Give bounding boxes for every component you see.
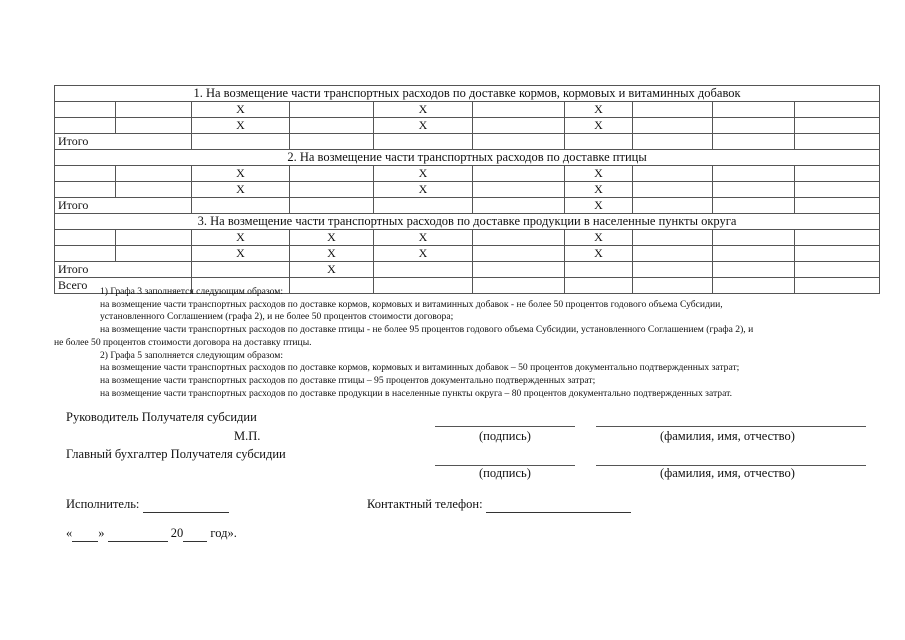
table-cell bbox=[565, 262, 633, 278]
table-cell: X bbox=[565, 166, 633, 182]
year-suffix: год». bbox=[210, 526, 237, 540]
table-cell bbox=[192, 134, 290, 150]
table-cell bbox=[473, 134, 565, 150]
table-row bbox=[55, 246, 880, 262]
date-open: « bbox=[66, 526, 73, 540]
table-cell: X bbox=[192, 118, 290, 134]
phone-label: Контактный телефон: bbox=[367, 497, 483, 511]
table-cell: X bbox=[290, 262, 374, 278]
table-cell bbox=[633, 166, 713, 182]
table-cell bbox=[374, 262, 473, 278]
table-cell bbox=[290, 102, 374, 118]
table-cell bbox=[374, 198, 473, 214]
table-cell: Итого bbox=[55, 134, 192, 150]
head-name-line[interactable] bbox=[596, 426, 866, 427]
table-cell: X bbox=[565, 246, 633, 262]
table-cell bbox=[633, 262, 713, 278]
section-title-row bbox=[55, 150, 880, 166]
table-row bbox=[55, 230, 880, 246]
table-cell bbox=[192, 198, 290, 214]
year-field[interactable] bbox=[183, 526, 207, 542]
table-cell bbox=[192, 262, 290, 278]
table-cell bbox=[473, 102, 565, 118]
table-cell bbox=[795, 246, 880, 262]
note-line: на возмещение части транспортных расходов по доставке птицы – 95 процентов документально подтвержденных затрат; bbox=[100, 374, 596, 386]
table-cell: 2. На возмещение части транспортных расходов по доставке птицы bbox=[55, 150, 880, 166]
table-cell bbox=[713, 230, 795, 246]
table-cell: Итого bbox=[55, 198, 192, 214]
total-row bbox=[55, 198, 880, 214]
table-row bbox=[55, 166, 880, 182]
table-cell bbox=[795, 118, 880, 134]
table-cell bbox=[290, 118, 374, 134]
table-cell bbox=[795, 166, 880, 182]
table-cell: X bbox=[374, 166, 473, 182]
month-field[interactable] bbox=[108, 526, 168, 542]
table-cell bbox=[473, 182, 565, 198]
note-line: 1) Графа 3 заполняется следующим образом: bbox=[100, 286, 283, 297]
table-cell bbox=[633, 230, 713, 246]
table-cell bbox=[473, 118, 565, 134]
table-cell bbox=[713, 262, 795, 278]
note-line: на возмещение части транспортных расходов по доставке кормов, кормовых и витаминных добавок – 50 процентов документально подтвержденных затрат; bbox=[100, 362, 740, 374]
table-cell bbox=[713, 134, 795, 150]
table-cell: X bbox=[192, 166, 290, 182]
table-cell: X bbox=[374, 102, 473, 118]
table-cell: X bbox=[192, 230, 290, 246]
table-cell bbox=[55, 102, 116, 118]
table-cell bbox=[473, 246, 565, 262]
table-cell bbox=[290, 198, 374, 214]
table-cell: X bbox=[290, 246, 374, 262]
table-row bbox=[55, 102, 880, 118]
note-line: не более 50 процентов стоимости договора на доставку птицы. bbox=[54, 336, 312, 348]
head-signature-line[interactable] bbox=[435, 426, 575, 427]
date-close: » bbox=[98, 526, 105, 540]
table-cell: X bbox=[565, 118, 633, 134]
table-cell bbox=[795, 198, 880, 214]
subsidy-table bbox=[54, 85, 880, 294]
table-cell: X bbox=[565, 230, 633, 246]
table-cell bbox=[795, 182, 880, 198]
day-field[interactable] bbox=[72, 526, 98, 542]
table-cell: X bbox=[290, 230, 374, 246]
accountant-label: Главный бухгалтер Получателя субсидии bbox=[66, 447, 286, 461]
table-cell: X bbox=[374, 246, 473, 262]
table-cell: X bbox=[565, 102, 633, 118]
table-cell bbox=[55, 230, 116, 246]
date-row bbox=[66, 526, 237, 542]
table-cell bbox=[116, 102, 192, 118]
table-cell: X bbox=[374, 230, 473, 246]
executor-label: Исполнитель: bbox=[66, 497, 140, 511]
note-line: на возмещение части транспортных расходов по доставке продукции в населенные пункты округа – 80 процентов документально подтвержденных затрат. bbox=[100, 387, 732, 399]
table-cell bbox=[55, 246, 116, 262]
note-line: на возмещение части транспортных расходов по доставке кормов, кормовых и витаминных добавок - не более 50 процентов годового объема Субсидии, bbox=[100, 298, 723, 310]
head-label: Руководитель Получателя субсидии bbox=[66, 410, 257, 424]
table-cell bbox=[713, 118, 795, 134]
table-cell: X bbox=[565, 182, 633, 198]
table-cell bbox=[565, 134, 633, 150]
table-cell bbox=[473, 198, 565, 214]
table-cell bbox=[116, 230, 192, 246]
table-cell bbox=[713, 182, 795, 198]
table-body bbox=[55, 86, 880, 294]
table-cell: X bbox=[192, 182, 290, 198]
year-prefix: 20 bbox=[170, 526, 184, 540]
table-cell: X bbox=[374, 182, 473, 198]
table-cell bbox=[55, 166, 116, 182]
table-cell bbox=[713, 102, 795, 118]
table-cell bbox=[795, 262, 880, 278]
note-line: 2) Графа 5 заполняется следующим образом: bbox=[100, 349, 283, 361]
table-cell bbox=[633, 102, 713, 118]
table-cell bbox=[55, 182, 116, 198]
table-cell bbox=[713, 198, 795, 214]
note-line: на возмещение части транспортных расходов по доставке птицы - не более 95 процентов годового объема Субсидии, установленного Соглашением (графа 2), и bbox=[100, 324, 754, 336]
total-row bbox=[55, 262, 880, 278]
table-cell: X bbox=[192, 246, 290, 262]
table-cell bbox=[116, 182, 192, 198]
table-cell: Итого bbox=[55, 262, 192, 278]
table-cell bbox=[713, 166, 795, 182]
table-cell: 1. На возмещение части транспортных расходов по доставке кормов, кормовых и витаминных добавок bbox=[55, 86, 880, 102]
table-cell bbox=[473, 166, 565, 182]
table-cell: X bbox=[374, 118, 473, 134]
table-cell: 3. На возмещение части транспортных расходов по доставке продукции в населенные пункты округа bbox=[55, 214, 880, 230]
table-cell bbox=[633, 246, 713, 262]
table-row bbox=[55, 182, 880, 198]
table-cell: X bbox=[565, 198, 633, 214]
table-cell bbox=[633, 118, 713, 134]
accountant-name-caption: (фамилия, имя, отчество) bbox=[660, 466, 795, 480]
table-cell bbox=[116, 166, 192, 182]
table-cell bbox=[633, 198, 713, 214]
table-cell bbox=[116, 246, 192, 262]
table-cell bbox=[473, 230, 565, 246]
table-cell bbox=[795, 230, 880, 246]
head-name-caption: (фамилия, имя, отчество) bbox=[660, 429, 795, 443]
executor-row bbox=[66, 497, 229, 513]
table-cell: X bbox=[192, 102, 290, 118]
accountant-signature-caption: (подпись) bbox=[479, 466, 531, 480]
table-cell bbox=[795, 102, 880, 118]
note-line: установленного Соглашением (графа 2), и не более 50 процентов стоимости договора; bbox=[100, 311, 454, 323]
stamp-label: М.П. bbox=[234, 429, 261, 443]
head-signature-caption: (подпись) bbox=[479, 429, 531, 443]
table-cell bbox=[633, 182, 713, 198]
table-cell bbox=[633, 134, 713, 150]
table-cell bbox=[290, 166, 374, 182]
table-cell bbox=[116, 118, 192, 134]
table-cell bbox=[473, 262, 565, 278]
table-cell bbox=[713, 246, 795, 262]
total-row bbox=[55, 134, 880, 150]
table-cell bbox=[290, 182, 374, 198]
table-cell: Всего bbox=[55, 278, 192, 294]
table-cell bbox=[290, 134, 374, 150]
section-title-row bbox=[55, 214, 880, 230]
section-title-row bbox=[55, 86, 880, 102]
phone-field[interactable] bbox=[486, 497, 631, 513]
notes-block bbox=[54, 286, 879, 400]
table-row bbox=[55, 118, 880, 134]
table-cell bbox=[55, 118, 116, 134]
phone-row bbox=[367, 497, 631, 513]
table-cell bbox=[795, 134, 880, 150]
table-cell bbox=[374, 134, 473, 150]
executor-field[interactable] bbox=[143, 497, 229, 513]
